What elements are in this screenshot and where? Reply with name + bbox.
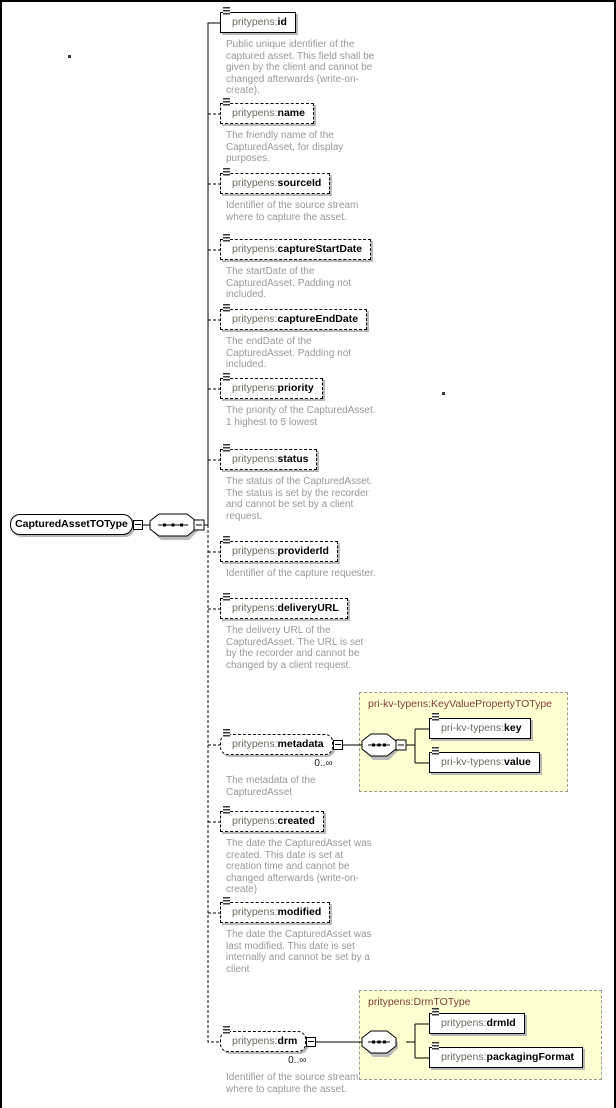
sequence-icon (150, 514, 198, 540)
sequence-expander-icon[interactable] (194, 520, 204, 530)
element-sourceId (220, 173, 376, 223)
element-box-packagingFormat[interactable] (429, 1047, 583, 1068)
element-box-deliveryURL[interactable] (220, 598, 348, 619)
element-type-icon (223, 444, 230, 453)
element-label-prefix: pri-kv-typens: (441, 756, 505, 768)
element-type-icon (223, 536, 230, 545)
element-annotation: Identifier of the source stream where to capture the asset. (226, 1072, 359, 1095)
element-providerId (220, 541, 376, 580)
element-box-id[interactable] (220, 12, 296, 33)
element-expander-icon[interactable] (333, 740, 343, 750)
element-type-icon (432, 1008, 439, 1017)
type-box-title: pri-kv-typens:KeyValuePropertyTOType (368, 698, 553, 710)
element-label-name: captureEndDate (277, 313, 359, 325)
element-annotation: Identifier of the source stream where to capture the asset. (226, 200, 359, 223)
element-label-name: deliveryURL (277, 602, 339, 614)
element-label-name: packagingFormat (486, 1051, 575, 1063)
element-label-prefix: pritypens: (232, 453, 278, 465)
element-label-prefix: pritypens: (232, 313, 278, 325)
element-label-prefix: pritypens: (232, 382, 278, 394)
element-type-icon (432, 1042, 439, 1051)
element-type-icon (223, 7, 230, 16)
element-box-metadata[interactable] (220, 734, 333, 755)
element-box-status[interactable] (220, 449, 317, 470)
element-label-name: id (277, 16, 287, 28)
element-label-name: metadata (277, 738, 324, 750)
artifact-dot (68, 55, 71, 58)
element-label-prefix: pritypens: (441, 1017, 487, 1029)
artifact-dot (442, 392, 445, 395)
element-label-prefix: pritypens: (232, 16, 278, 28)
element-type-icon (223, 593, 230, 602)
element-type-icon (223, 729, 230, 738)
element-status (220, 449, 376, 522)
occurs-label: 0..∞ (288, 1055, 307, 1066)
element-captureStartDate (220, 239, 376, 301)
element-label-prefix: pritypens: (232, 602, 278, 614)
element-box-drmId[interactable] (429, 1013, 525, 1034)
element-type-icon (223, 806, 230, 815)
root-element-box[interactable] (10, 514, 133, 535)
element-deliveryURL (220, 598, 376, 671)
element-label-name: drm (277, 1035, 298, 1047)
element-box-modified[interactable] (220, 902, 330, 923)
element-annotation: The date the CapturedAsset was last modified. This date is set internally and cannot be set by a client (226, 929, 372, 975)
element-label-name: priority (277, 382, 314, 394)
root-expander-icon[interactable] (133, 520, 143, 530)
element-annotation: The status of the CapturedAsset. The status is set by the recorder and cannot be set by a client request. (226, 476, 373, 522)
element-annotation: The date the CapturedAsset was created. This date is set at creation time and cannot be changed afterwards (write-on-create) (226, 838, 372, 895)
element-label-prefix: pri-kv-typens: (441, 722, 505, 734)
element-box-key[interactable] (429, 718, 531, 739)
type-box-title: pritypens:DrmTOType (368, 996, 471, 1008)
element-key (429, 718, 531, 739)
element-label-prefix: pritypens: (232, 815, 278, 827)
element-box-captureEndDate[interactable] (220, 309, 367, 330)
element-label-prefix: pritypens: (232, 906, 278, 918)
element-annotation: The delivery URL of the CapturedAsset. The URL is set by the recorder and cannot be changed by a client request. (226, 625, 364, 671)
element-type-icon (223, 304, 230, 313)
element-annotation: The endDate of the CapturedAsset. Padding not included. (226, 336, 352, 370)
element-name (220, 103, 376, 165)
element-captureEndDate (220, 309, 376, 371)
element-label-name: created (277, 815, 315, 827)
element-type-icon (223, 168, 230, 177)
element-annotation: The priority of the CapturedAsset. 1 highest to 5 lowest (226, 405, 376, 428)
element-label-prefix: pritypens: (232, 1035, 278, 1047)
element-label-prefix: pritypens: (441, 1051, 487, 1063)
element-label-name: value (504, 756, 531, 768)
element-expander-icon[interactable] (306, 1037, 316, 1047)
element-priority (220, 378, 376, 428)
element-label-name: captureStartDate (277, 243, 363, 255)
element-value (429, 752, 540, 773)
element-label-name: drmId (486, 1017, 516, 1029)
root-element-label: CapturedAssetTOType (15, 518, 128, 530)
occurs-label: 0..∞ (314, 758, 333, 769)
root-element (10, 514, 133, 535)
element-label-name: modified (277, 906, 322, 918)
element-label-prefix: pritypens: (232, 545, 278, 557)
element-annotation: Public unique identifier of the captured asset. This field shall be given by the client and cannot be changed afterwards (write-on-create). (226, 39, 375, 96)
element-annotation: Identifier of the capture requester. (226, 568, 376, 579)
element-label-name: providerId (277, 545, 329, 557)
element-label-prefix: pritypens: (232, 243, 278, 255)
element-annotation: The friendly name of the CapturedAsset, for display purposes. (226, 130, 344, 164)
element-label-name: status (277, 453, 309, 465)
element-metadata (220, 734, 376, 798)
element-label-prefix: pritypens: (232, 107, 278, 119)
element-type-icon (432, 747, 439, 756)
element-created (220, 811, 376, 896)
element-modified (220, 902, 376, 975)
element-type-icon (432, 713, 439, 722)
element-label-name: name (277, 107, 305, 119)
type-box-keyvalueproperty (359, 692, 568, 792)
element-box-priority[interactable] (220, 378, 323, 399)
element-label-name: sourceId (277, 177, 322, 189)
element-box-value[interactable] (429, 752, 540, 773)
element-box-name[interactable] (220, 103, 314, 124)
element-type-icon (223, 373, 230, 382)
element-label-name: key (504, 722, 522, 734)
element-type-icon (223, 897, 230, 906)
element-drm (220, 1031, 376, 1095)
element-type-icon (223, 234, 230, 243)
element-type-icon (223, 1026, 230, 1035)
element-annotation: The startDate of the CapturedAsset. Padding not included. (226, 266, 352, 300)
element-box-created[interactable] (220, 811, 324, 832)
element-annotation: The metadata of the CapturedAsset (226, 775, 316, 798)
element-type-icon (223, 98, 230, 107)
element-label-prefix: pritypens: (232, 738, 278, 750)
element-box-sourceId[interactable] (220, 173, 330, 194)
element-box-providerId[interactable] (220, 541, 338, 562)
element-box-captureStartDate[interactable] (220, 239, 371, 260)
element-drmId (429, 1013, 525, 1034)
element-box-drm[interactable] (220, 1031, 306, 1052)
element-label-prefix: pritypens: (232, 177, 278, 189)
element-packagingFormat (429, 1047, 583, 1068)
element-id (220, 12, 376, 97)
